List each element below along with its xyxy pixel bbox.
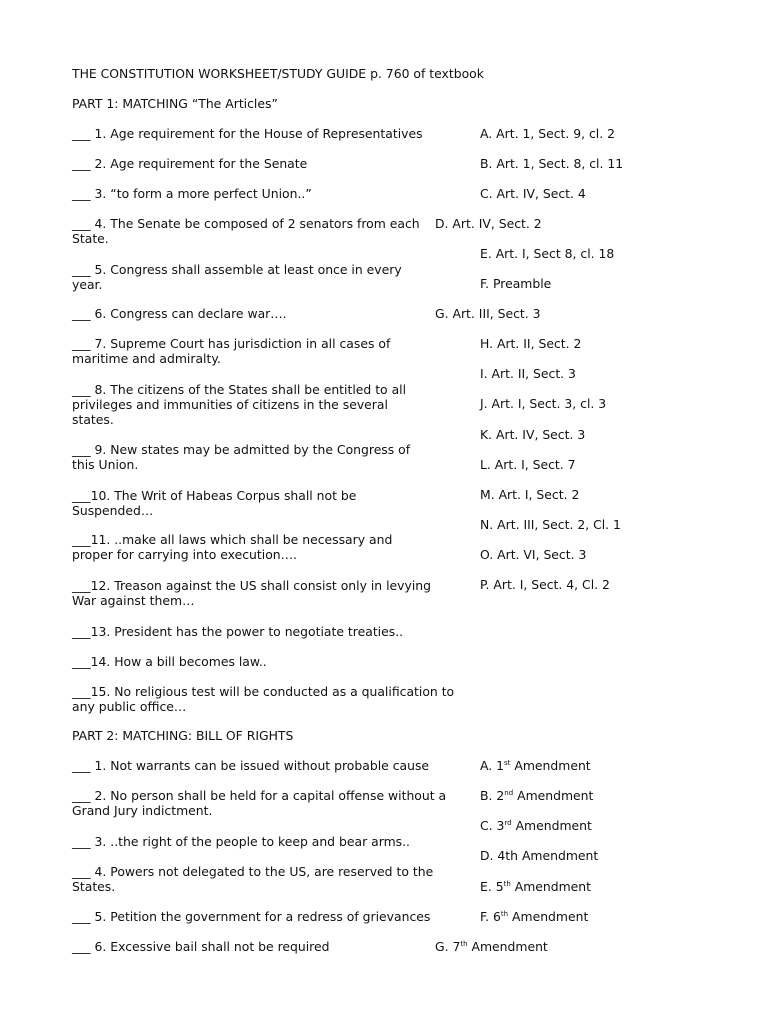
part1-question: ___ 2. Age requirement for the Senate — [72, 156, 308, 171]
part2-answer: G. 7th Amendment — [435, 939, 548, 954]
part2-question: ___ 6. Excessive bail shall not be required — [72, 939, 330, 954]
part2-answer: E. 5th Amendment — [480, 879, 592, 894]
part1-answer: J. Art. I, Sect. 3, cl. 3 — [480, 396, 607, 411]
part1-answer: P. Art. I, Sect. 4, Cl. 2 — [480, 577, 610, 592]
part1-question: ___ 6. Congress can declare war…. — [72, 306, 287, 321]
part1-question: ___ 1. Age requirement for the House of Representatives — [72, 126, 423, 141]
part2-answer: C. 3rd Amendment — [480, 818, 592, 833]
part1-question: ___ 8. The citizens of the States shall be entitled to all privileges and immunities of citizens in the several states. — [72, 382, 407, 427]
part1-question: ___ 5. Congress shall assemble at least once in every year. — [72, 262, 402, 292]
part1-question: ___ 7. Supreme Court has jurisdiction in all cases of maritime and admiralty. — [72, 336, 391, 366]
part1-answer: A. Art. 1, Sect. 9, cl. 2 — [480, 126, 616, 141]
part1-answer: O. Art. VI, Sect. 3 — [480, 547, 587, 562]
part1-question: ___ 9. New states may be admitted by the Congress of this Union. — [72, 442, 411, 472]
part1-answer: I. Art. II, Sect. 3 — [480, 366, 576, 381]
part1-answer: B. Art. 1, Sect. 8, cl. 11 — [480, 156, 624, 171]
part2-question: ___ 5. Petition the government for a redress of grievances — [72, 909, 431, 924]
part1-heading: PART 1: MATCHING “The Articles” — [72, 96, 278, 111]
part1-question: ___12. Treason against the US shall consist only in levying War against them… — [72, 578, 431, 608]
part1-question: ___14. How a bill becomes law.. — [72, 654, 267, 669]
part2-answer: A. 1st Amendment — [480, 758, 591, 773]
part1-answer: F. Preamble — [480, 276, 552, 291]
part1-question: ___11. ..make all laws which shall be necessary and proper for carrying into execution…. — [72, 532, 393, 562]
part1-answer: G. Art. III, Sect. 3 — [435, 306, 541, 321]
part2-question: ___ 4. Powers not delegated to the US, are reserved to the States. — [72, 864, 434, 894]
part1-answer: H. Art. II, Sect. 2 — [480, 336, 582, 351]
part1-answer: L. Art. I, Sect. 7 — [480, 457, 576, 472]
part1-answer: D. Art. IV, Sect. 2 — [435, 216, 542, 231]
part1-question: ___15. No religious test will be conducted as a qualification to any public office… — [72, 684, 455, 714]
part1-answer: K. Art. IV, Sect. 3 — [480, 427, 586, 442]
part2-answer: B. 2nd Amendment — [480, 788, 594, 803]
part1-question: ___13. President has the power to negotiate treaties.. — [72, 624, 404, 639]
part1-question: ___10. The Writ of Habeas Corpus shall not be Suspended… — [72, 488, 357, 518]
part2-heading: PART 2: MATCHING: BILL OF RIGHTS — [72, 728, 294, 743]
part1-answer: C. Art. IV, Sect. 4 — [480, 186, 586, 201]
part2-question: ___ 2. No person shall be held for a capital offense without a Grand Jury indictment. — [72, 788, 447, 818]
part1-answer: M. Art. I, Sect. 2 — [480, 487, 580, 502]
page-title: THE CONSTITUTION WORKSHEET/STUDY GUIDE p. 760 of textbook — [72, 66, 484, 81]
part2-question: ___ 1. Not warrants can be issued without probable cause — [72, 758, 430, 773]
part1-answer: N. Art. III, Sect. 2, Cl. 1 — [480, 517, 621, 532]
part1-answer: E. Art. I, Sect 8, cl. 18 — [480, 246, 615, 261]
part1-question: ___ 4. The Senate be composed of 2 senators from each State. — [72, 216, 420, 246]
part2-answer: F. 6th Amendment — [480, 909, 589, 924]
part2-question: ___ 3. ..the right of the people to keep and bear arms.. — [72, 834, 410, 849]
part2-answer: D. 4th Amendment — [480, 848, 599, 863]
part1-question: ___ 3. “to form a more perfect Union..” — [72, 186, 312, 201]
